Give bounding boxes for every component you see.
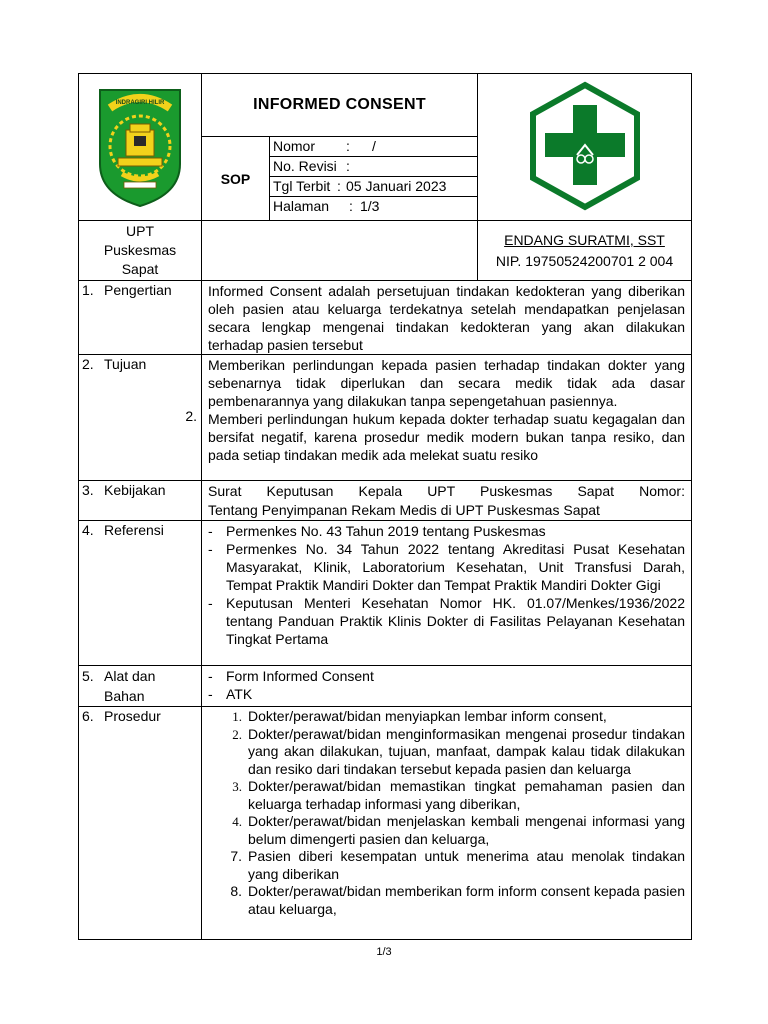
- prosedur-content: [202, 707, 692, 940]
- empty-cell: [202, 221, 478, 281]
- prosedur-list: [202, 708, 685, 918]
- section-title: Tujuan: [104, 356, 147, 372]
- page-number: 1/3: [376, 946, 392, 958]
- meta-row: [270, 197, 477, 217]
- list-item: - Permenkes No. 34 Tahun 2022 tentang Akreditasi Pusat Kesehatan Masyarakat, Klinik, Laboratorium Kesehatan, Unit Transfusi Darah, Tempat Praktik Mandiri Dokter dan Tempat Praktik Mandiri Dokter Gigi: [208, 540, 685, 594]
- document-title: INFORMED CONSENT: [202, 74, 478, 137]
- list-item: 8. Dokter/perawat/bidan memberikan form inform consent kepada pasien atau keluarga,: [230, 883, 685, 917]
- meta-key: Halaman: [273, 198, 330, 215]
- meta-sep: :: [337, 178, 341, 195]
- meta-value: 1/3: [360, 198, 380, 215]
- section-label-prosedur: [79, 707, 202, 940]
- meta-row: [270, 157, 477, 177]
- tujuan-item2-number: 2.: [185, 408, 197, 424]
- list-item: - Form Informed Consent: [208, 667, 685, 685]
- section-title-line2: Bahan: [104, 688, 145, 704]
- section-label-referensi: [79, 521, 202, 666]
- section-label-kebijakan: [79, 481, 202, 521]
- signer-name: ENDANG SURATMI, SST: [504, 231, 665, 248]
- sop-table: [78, 73, 692, 940]
- meta-sep: :: [346, 158, 350, 175]
- meta-sep: :: [349, 198, 353, 215]
- meta-sep: :: [346, 138, 350, 155]
- pengertian-text: Informed Consent adalah persetujuan tindakan kedokteran yang diberikan oleh pasien atau keluarga terdekatnya setelah mendapatkan penjelasan secara lengkap mengenai tindakan kedokteran yang akan dilakukan terhadap pasien tersebut: [202, 281, 692, 355]
- section-title: Pengertian: [104, 282, 172, 298]
- section-label-tujuan: [79, 355, 202, 481]
- emblem-ribbon-text: INDRAGIRI HILIR: [115, 99, 165, 106]
- meta-table: [270, 137, 477, 216]
- section-title: Alat dan: [104, 668, 156, 684]
- section-number: 5.: [82, 668, 94, 684]
- org-line: UPT: [126, 223, 154, 239]
- meta-value: /: [372, 138, 376, 155]
- meta-key: Nomor: [273, 138, 316, 155]
- list-item: - Keputusan Menteri Kesehatan Nomor HK. 01.07/Menkes/1936/2022 tentang Panduan Praktik Klinis Dokter di Fasilitas Pelayanan Kesehatan Tingkat Pertama: [208, 594, 685, 648]
- signer-nip: NIP. 19750524200701 2 004: [495, 252, 674, 269]
- tujuan-item: Memberikan perlindungan kepada pasien terhadap tindakan dokter yang sebenarnya tidak diperlukan dan secara medik tidak ada dasar pembenarannya yang dilakukan tanpa sepengetahuan pasiennya.: [208, 357, 685, 409]
- section-number: 4.: [82, 522, 94, 538]
- list-item: - Permenkes No. 43 Tahun 2019 tentang Puskesmas: [208, 522, 685, 540]
- indragiri-hilir-emblem-icon: [96, 84, 184, 208]
- meta-cell: [270, 137, 478, 221]
- alat-list: [208, 667, 685, 703]
- org-name: [79, 221, 202, 281]
- list-item: - ATK: [208, 685, 685, 703]
- org-line: Sapat: [121, 261, 159, 277]
- puskesmas-logo-icon: [525, 81, 645, 211]
- list-item: 2. Dokter/perawat/bidan menginformasikan mengenai prosedur tindakan yang akan dilakukan, tujuan, manfaat, dampak kalau tidak dilakukan dan resiko dari tindakan tersebut kepada pasien dan keluarga: [232, 725, 685, 777]
- meta-row: [270, 177, 477, 197]
- right-logo-cell: [478, 74, 692, 221]
- kebijakan-line: Tentang Penyimpanan Rekam Medis di UPT Puskesmas Sapat: [208, 502, 600, 518]
- referensi-content: [202, 521, 692, 666]
- org-line: Puskesmas: [103, 242, 177, 258]
- kebijakan-line: Surat Keputusan Kepala UPT Puskesmas Sapat Nomor:: [208, 483, 685, 499]
- section-title: Prosedur: [104, 708, 161, 724]
- section-title: Kebijakan: [104, 482, 166, 498]
- section-number: 3.: [82, 482, 94, 498]
- sop-label: SOP: [202, 137, 270, 221]
- meta-row: [270, 137, 477, 157]
- list-item: 1. Dokter/perawat/bidan menyiapkan lembar inform consent,: [232, 708, 607, 724]
- referensi-list: [208, 522, 685, 648]
- tujuan-content: [202, 355, 692, 481]
- alat-content: [202, 666, 692, 707]
- section-label-alat: [79, 666, 202, 707]
- meta-key: Tgl Terbit: [273, 178, 331, 195]
- section-number: 2.: [82, 356, 94, 372]
- meta-key: No. Revisi: [273, 158, 337, 175]
- meta-value: 05 Januari 2023: [346, 178, 447, 195]
- section-label-pengertian: [79, 281, 202, 355]
- section-number: 6.: [82, 708, 94, 724]
- section-number: 1.: [82, 282, 94, 298]
- tujuan-item: Memberi perlindungan hukum kepada dokter terhadap suatu kegagalan dan bersifat negatif, karena prosedur medik modern bukan tanpa resiko, dan pada setiap tindakan medik ada melekat suatu resiko: [208, 411, 685, 463]
- list-item: 3. Dokter/perawat/bidan memastikan tingkat pemahaman pasien dan keluarga terhadap informasi yang diberikan,: [232, 778, 685, 812]
- list-item: 7. Pasien diberi kesempatan untuk menerima atau menolak tindakan yang diberikan: [230, 848, 685, 882]
- kebijakan-content: [202, 481, 692, 521]
- list-item: 4. Dokter/perawat/bidan menjelaskan kembali mengenai informasi yang belum dimengerti pasien dan keluarga,: [232, 813, 685, 847]
- section-title: Referensi: [104, 522, 164, 538]
- left-logo-cell: [79, 74, 202, 221]
- signer-block: [478, 221, 692, 281]
